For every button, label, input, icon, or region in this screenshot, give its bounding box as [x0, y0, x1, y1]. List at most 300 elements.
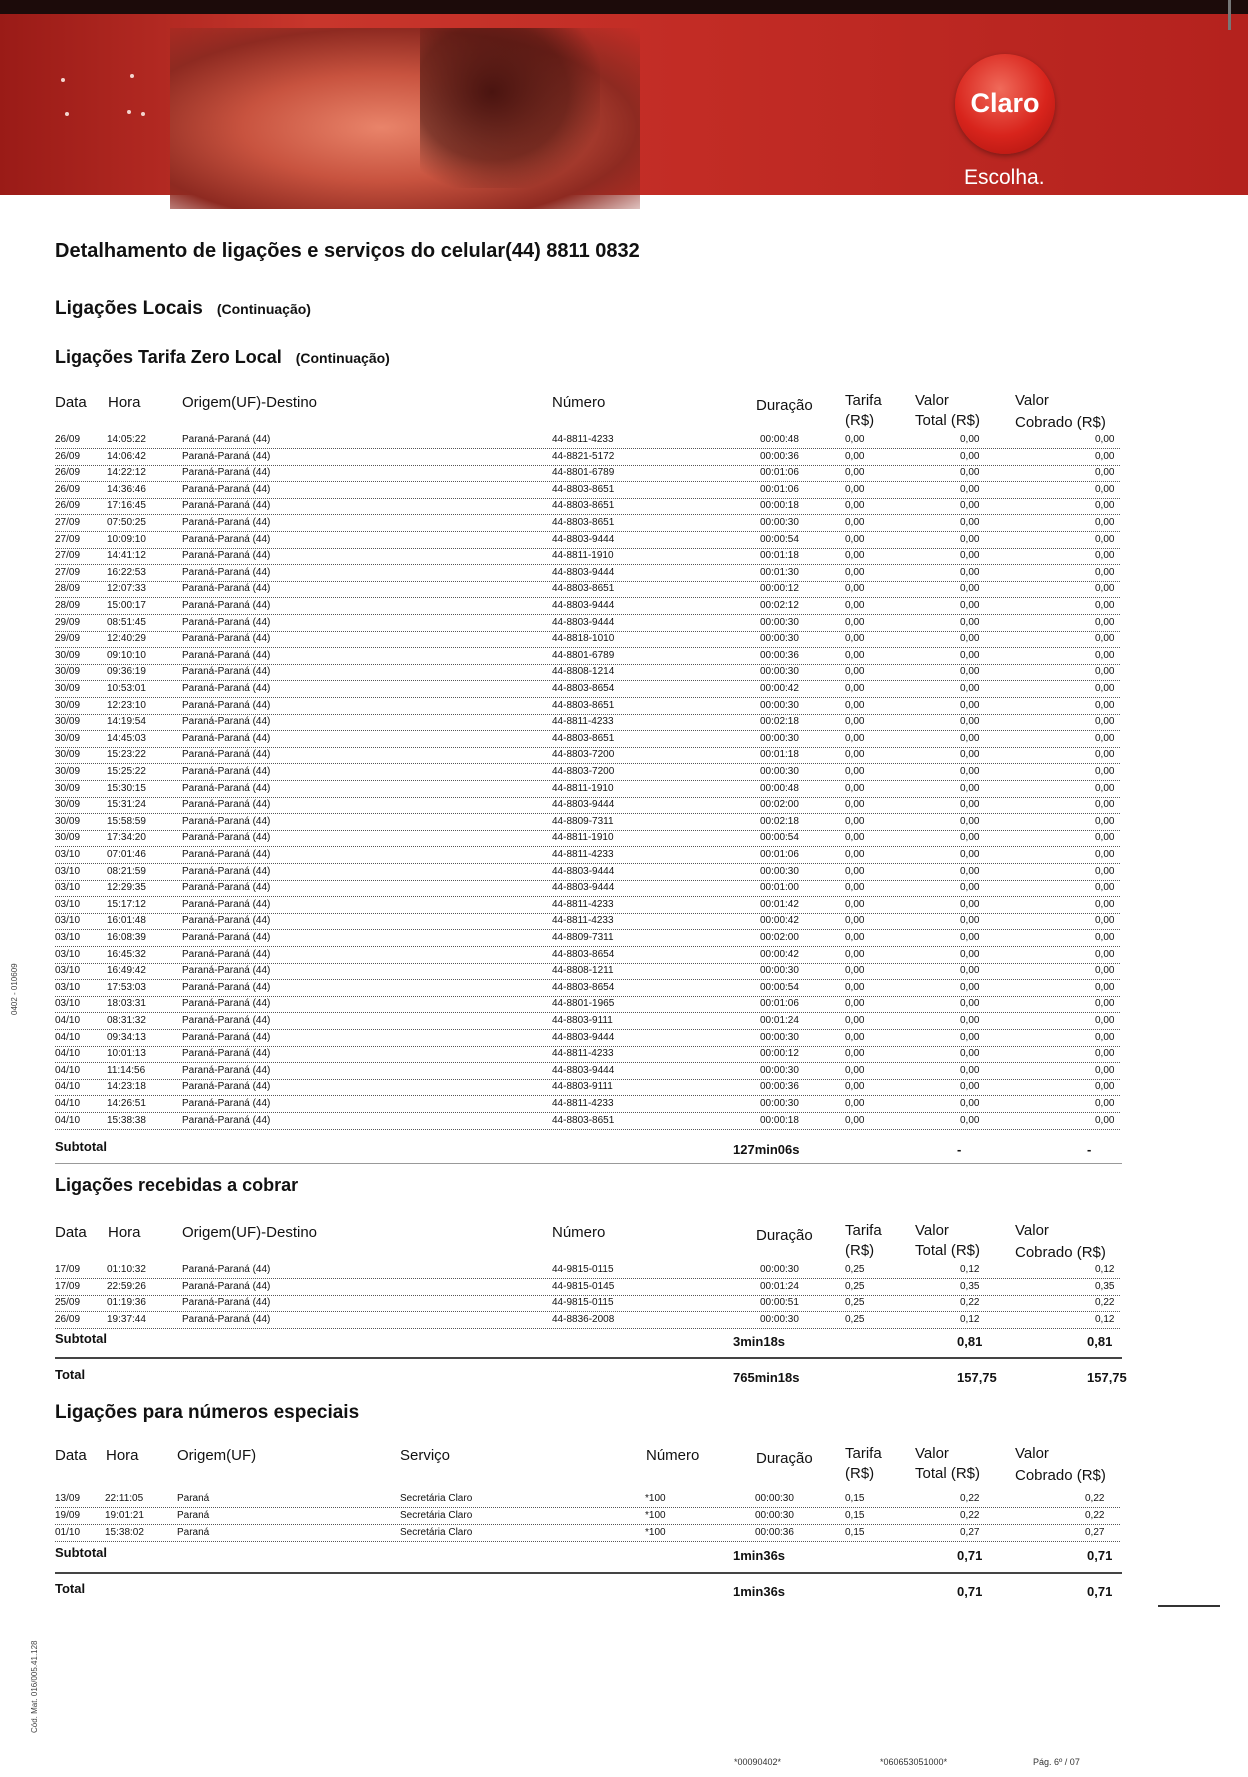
- cell-origem: Paraná-Paraná (44): [182, 517, 271, 528]
- header-valor-total-2: Total (R$): [915, 1242, 981, 1259]
- table-row: [55, 1095, 1120, 1113]
- cell-tarifa: 0,15: [845, 1527, 865, 1538]
- cell-cobrado: 0,00: [1095, 600, 1115, 611]
- cell-data: 30/09: [55, 749, 81, 761]
- cell-cobrado: 0,00: [1095, 865, 1115, 877]
- cell-data: 30/09: [55, 683, 81, 694]
- summary-label: Total: [55, 1581, 86, 1596]
- cell-numero: 44-8803-8654: [552, 948, 615, 960]
- cell-data: 03/10: [55, 915, 81, 927]
- cell-total: 0,00: [960, 832, 980, 844]
- cell-cobrado: 0,22: [1095, 1297, 1115, 1309]
- cell-data: 27/09: [55, 550, 81, 562]
- cell-data: 26/09: [55, 450, 81, 462]
- header-tarifa: Tarifa: [845, 1445, 882, 1462]
- cell-numero: 44-8811-4233: [552, 849, 614, 860]
- table-row: [55, 431, 1120, 449]
- cell-cobrado: 0,00: [1095, 832, 1115, 844]
- header-valor-cobrado-2: Cobrado (R$): [1015, 1244, 1106, 1261]
- header-origem_destino: Origem(UF)-Destino: [182, 394, 318, 411]
- table-row: [55, 713, 1120, 731]
- cell-hora: 12:07:33: [107, 583, 146, 595]
- cell-duracao: 00:01:06: [760, 483, 799, 495]
- header-servico: Serviço: [400, 1447, 451, 1464]
- header-numero: Número: [552, 1224, 606, 1241]
- cell-cobrado: 0,00: [1095, 633, 1115, 645]
- header-hora: Hora: [108, 1224, 141, 1241]
- cell-total: 0,00: [960, 732, 980, 744]
- table-row: [55, 863, 1120, 881]
- cell-tarifa: 0,00: [845, 683, 865, 694]
- cell-total: 0,35: [960, 1280, 980, 1292]
- table-row: [55, 730, 1120, 748]
- cell-hora: 16:22:53: [107, 566, 146, 578]
- cell-tarifa: 0,00: [845, 550, 865, 562]
- banner-photo-shadow: [420, 28, 600, 188]
- cell-duracao: 00:00:30: [760, 732, 799, 744]
- cell-hora: 07:50:25: [107, 517, 146, 528]
- cell-data: 30/09: [55, 799, 81, 811]
- cell-hora: 22:11:05: [105, 1493, 144, 1504]
- cell-duracao: 00:00:36: [755, 1527, 794, 1538]
- cell-duracao: 00:00:42: [760, 915, 799, 927]
- cell-data: 03/10: [55, 882, 81, 894]
- header-hora: Hora: [108, 394, 141, 411]
- cell-data: 03/10: [55, 865, 81, 877]
- table-row: [55, 1278, 1120, 1296]
- cell-total: 0,00: [960, 898, 980, 910]
- cell-duracao: 00:01:06: [760, 998, 799, 1010]
- cell-origem: Paraná-Paraná (44): [182, 434, 271, 445]
- cell-numero: 44-9815-0115: [552, 1264, 614, 1275]
- cell-duracao: 00:01:30: [760, 566, 799, 578]
- cell-hora: 09:10:10: [107, 649, 146, 661]
- cell-numero: 44-8836-2008: [552, 1313, 615, 1325]
- table-row: [55, 1524, 1120, 1542]
- cell-data: 30/09: [55, 666, 81, 678]
- cell-hora: 15:17:12: [107, 898, 146, 910]
- cell-tarifa: 0,00: [845, 1015, 865, 1026]
- cell-cobrado: 0,00: [1095, 732, 1115, 744]
- cell-origem: Paraná-Paraná (44): [182, 799, 271, 811]
- cell-duracao: 00:01:18: [760, 749, 799, 761]
- cell-duracao: 00:00:18: [760, 500, 799, 512]
- cell-cobrado: 0,00: [1095, 450, 1115, 462]
- cell-duracao: 00:00:18: [760, 1114, 799, 1126]
- cell-hora: 12:40:29: [107, 633, 146, 645]
- cell-cobrado: 0,00: [1095, 849, 1115, 860]
- summary-total: 0,81: [957, 1334, 983, 1349]
- cell-tarifa: 0,00: [845, 583, 865, 595]
- cell-duracao: 00:02:00: [760, 932, 799, 943]
- cell-cobrado: 0,00: [1095, 981, 1115, 993]
- cell-origem: Paraná-Paraná (44): [182, 583, 271, 595]
- cell-duracao: 00:02:18: [760, 716, 799, 728]
- cell-duracao: 00:00:48: [760, 434, 799, 445]
- cell-cobrado: 0,00: [1095, 898, 1115, 910]
- cell-cobrado: 0,00: [1095, 948, 1115, 960]
- cell-data: 30/09: [55, 699, 81, 711]
- summary-label: Subtotal: [55, 1331, 107, 1346]
- cell-numero: *100: [645, 1510, 666, 1521]
- cell-tarifa: 0,00: [845, 865, 865, 877]
- cell-total: 0,00: [960, 483, 980, 495]
- margin-mark: [1158, 1605, 1220, 1607]
- cell-hora: 18:03:31: [107, 998, 146, 1010]
- cell-hora: 15:23:22: [107, 749, 146, 761]
- table-row: [55, 979, 1120, 997]
- cell-cobrado: 0,00: [1095, 517, 1115, 528]
- table-row: [55, 448, 1120, 466]
- header-valor-cobrado-2: Cobrado (R$): [1015, 414, 1106, 431]
- cell-duracao: 00:01:06: [760, 849, 799, 860]
- cell-tarifa: 0,00: [845, 1031, 865, 1043]
- table-row: [55, 547, 1120, 565]
- cell-numero: 44-8803-9444: [552, 533, 615, 545]
- cell-tarifa: 0,00: [845, 799, 865, 811]
- cell-cobrado: 0,12: [1095, 1264, 1115, 1275]
- cell-cobrado: 0,00: [1095, 649, 1115, 661]
- header-origem: Origem(UF): [177, 1447, 257, 1464]
- cell-duracao: 00:00:30: [755, 1493, 794, 1504]
- cell-cobrado: 0,00: [1095, 683, 1115, 694]
- cell-origem: Paraná-Paraná (44): [182, 633, 271, 645]
- cell-tarifa: 0,00: [845, 849, 865, 860]
- header-data: Data: [55, 1224, 87, 1241]
- cell-total: 0,00: [960, 915, 980, 927]
- section-local-title: Ligações Locais: [55, 298, 203, 319]
- cell-hora: 08:31:32: [107, 1015, 146, 1026]
- cell-data: 27/09: [55, 566, 81, 578]
- cell-data: 04/10: [55, 1114, 81, 1126]
- cell-numero: 44-9815-0145: [552, 1280, 615, 1292]
- cell-duracao: 00:00:54: [760, 981, 799, 993]
- cell-tarifa: 0,00: [845, 932, 865, 943]
- table-row: [55, 1507, 1120, 1525]
- cell-origem: Paraná-Paraná (44): [182, 1064, 271, 1076]
- header-valor-cobrado: Valor: [1015, 392, 1049, 409]
- cell-cobrado: 0,00: [1095, 1114, 1115, 1126]
- cell-tarifa: 0,00: [845, 1048, 865, 1060]
- header-data: Data: [55, 394, 87, 411]
- cell-total: 0,00: [960, 1064, 980, 1076]
- table-row: [55, 630, 1120, 648]
- cell-tarifa: 0,00: [845, 666, 865, 678]
- cell-total: 0,00: [960, 1015, 980, 1026]
- cell-hora: 17:34:20: [107, 832, 146, 844]
- cell-cobrado: 0,00: [1095, 500, 1115, 512]
- summary-cobrado: -: [1087, 1142, 1092, 1157]
- summary-label: Subtotal: [55, 1139, 107, 1154]
- cell-numero: 44-8803-9444: [552, 799, 615, 811]
- cell-duracao: 00:00:30: [760, 666, 799, 678]
- cell-origem: Paraná-Paraná (44): [182, 1264, 271, 1275]
- table-row: [55, 497, 1120, 515]
- cell-data: 26/09: [55, 483, 81, 495]
- cell-cobrado: 0,12: [1095, 1313, 1115, 1325]
- cell-total: 0,00: [960, 566, 980, 578]
- table-row: [55, 1490, 1120, 1508]
- cell-hora: 08:51:45: [107, 616, 146, 628]
- section-local-cont: (Continuação): [216, 301, 311, 317]
- cell-hora: 11:14:56: [107, 1064, 146, 1076]
- cell-origem: Paraná-Paraná (44): [182, 766, 271, 777]
- section-tarifa-zero-cont: (Continuação): [295, 350, 390, 366]
- cell-data: 04/10: [55, 1048, 81, 1060]
- cell-tarifa: 0,00: [845, 981, 865, 993]
- summary-total: 157,75: [957, 1370, 997, 1385]
- cell-cobrado: 0,00: [1095, 782, 1115, 794]
- cell-cobrado: 0,00: [1095, 434, 1115, 445]
- table-row: [55, 1261, 1120, 1279]
- cell-origem: Paraná-Paraná (44): [182, 948, 271, 960]
- cell-duracao: 00:00:30: [760, 766, 799, 777]
- table-row: [55, 929, 1120, 947]
- cell-duracao: 00:02:12: [760, 600, 799, 611]
- cell-numero: 44-8803-9444: [552, 566, 615, 578]
- cell-cobrado: 0,00: [1095, 533, 1115, 545]
- cell-numero: 44-8809-7311: [552, 932, 614, 943]
- cell-numero: 44-8811-1910: [552, 550, 614, 562]
- cell-numero: 44-8821-5172: [552, 450, 615, 462]
- cell-data: 04/10: [55, 1098, 81, 1109]
- cell-data: 13/09: [55, 1493, 81, 1504]
- cell-duracao: 00:00:36: [760, 1081, 799, 1093]
- cell-cobrado: 0,00: [1095, 1015, 1115, 1026]
- cell-total: 0,00: [960, 865, 980, 877]
- cell-numero: 44-8811-4233: [552, 1048, 614, 1060]
- cell-tarifa: 0,00: [845, 898, 865, 910]
- cell-tarifa: 0,00: [845, 1081, 865, 1093]
- table-row: [55, 896, 1120, 914]
- cell-origem: Paraná: [177, 1527, 210, 1538]
- header-valor-total: Valor: [915, 392, 949, 409]
- cell-total: 0,00: [960, 533, 980, 545]
- cell-total: 0,00: [960, 1114, 980, 1126]
- cell-total: 0,22: [960, 1493, 980, 1504]
- cell-origem: Paraná-Paraná (44): [182, 649, 271, 661]
- cell-total: 0,00: [960, 932, 980, 943]
- cell-origem: Paraná-Paraná (44): [182, 882, 271, 894]
- cell-origem: Paraná-Paraná (44): [182, 1114, 271, 1126]
- cell-tarifa: 0,00: [845, 600, 865, 611]
- cell-numero: 44-8811-4233: [552, 434, 614, 445]
- cell-cobrado: 0,35: [1095, 1280, 1115, 1292]
- cell-origem: Paraná-Paraná (44): [182, 1048, 271, 1060]
- cell-hora: 12:29:35: [107, 882, 146, 894]
- cell-total: 0,00: [960, 716, 980, 728]
- cell-duracao: 00:00:48: [760, 782, 799, 794]
- cell-hora: 16:45:32: [107, 948, 146, 960]
- cell-data: 03/10: [55, 948, 81, 960]
- cell-data: 03/10: [55, 998, 81, 1010]
- cell-hora: 10:53:01: [107, 683, 146, 694]
- header-valor-total: Valor: [915, 1445, 949, 1462]
- cell-hora: 10:01:13: [107, 1048, 146, 1060]
- header-duracao: Duração: [756, 1450, 813, 1467]
- header-valor-total: Valor: [915, 1222, 949, 1239]
- cell-total: 0,00: [960, 965, 980, 977]
- cell-origem: Paraná-Paraná (44): [182, 965, 271, 977]
- table-row: [55, 879, 1120, 897]
- cell-numero: 44-8803-8654: [552, 981, 615, 993]
- header-valor-total-2: Total (R$): [915, 1465, 981, 1482]
- cell-data: 30/09: [55, 815, 81, 827]
- table-row: [55, 1294, 1120, 1312]
- cell-numero: 44-8803-9444: [552, 600, 615, 611]
- table-row: [55, 829, 1120, 847]
- cell-duracao: 00:00:30: [760, 633, 799, 645]
- cell-numero: 44-8803-9444: [552, 882, 615, 894]
- cell-total: 0,00: [960, 683, 980, 694]
- table-row: [55, 514, 1120, 532]
- cell-tarifa: 0,00: [845, 948, 865, 960]
- cell-cobrado: 0,00: [1095, 1064, 1115, 1076]
- cell-numero: 44-8801-6789: [552, 649, 615, 661]
- cell-duracao: 00:00:30: [760, 1031, 799, 1043]
- cell-tarifa: 0,00: [845, 716, 865, 728]
- cell-numero: 44-8803-9111: [552, 1015, 613, 1026]
- cell-total: 0,00: [960, 1098, 980, 1109]
- table-row: [55, 614, 1120, 632]
- cell-duracao: 00:00:30: [760, 517, 799, 528]
- table-row: [55, 580, 1120, 598]
- cell-total: 0,00: [960, 666, 980, 678]
- summary-duracao: 765min18s: [733, 1370, 800, 1385]
- cell-origem: Paraná-Paraná (44): [182, 699, 271, 711]
- cell-duracao: 00:00:12: [760, 583, 799, 595]
- edge-mark: [1228, 0, 1231, 30]
- cell-numero: 44-8818-1010: [552, 633, 615, 645]
- cell-numero: *100: [645, 1527, 666, 1538]
- cell-numero: 44-8811-4233: [552, 716, 614, 728]
- cell-tarifa: 0,00: [845, 766, 865, 777]
- cell-hora: 08:21:59: [107, 865, 146, 877]
- cell-data: 04/10: [55, 1081, 81, 1093]
- cell-origem: Paraná-Paraná (44): [182, 915, 271, 927]
- cell-hora: 14:05:22: [107, 434, 146, 445]
- summary-duracao: 127min06s: [733, 1142, 800, 1157]
- cell-tarifa: 0,00: [845, 998, 865, 1010]
- cell-total: 0,00: [960, 450, 980, 462]
- cell-hora: 09:34:13: [107, 1031, 146, 1043]
- cell-origem: Paraná-Paraná (44): [182, 782, 271, 794]
- cell-total: 0,00: [960, 815, 980, 827]
- cell-hora: 15:30:15: [107, 782, 146, 794]
- table-row: [55, 813, 1120, 831]
- footer-page: Pág. 6º / 07: [1033, 1757, 1080, 1767]
- table-row: [55, 796, 1120, 814]
- footer-code-2: *060653051000*: [880, 1757, 948, 1767]
- cell-cobrado: 0,00: [1095, 550, 1115, 562]
- cell-data: 30/09: [55, 832, 81, 844]
- cell-total: 0,00: [960, 1048, 980, 1060]
- cell-tarifa: 0,00: [845, 649, 865, 661]
- cell-numero: 44-8803-8651: [552, 699, 615, 711]
- cell-data: 26/09: [55, 467, 81, 479]
- cell-origem: Paraná-Paraná (44): [182, 600, 271, 611]
- cell-cobrado: 0,00: [1095, 998, 1115, 1010]
- side-code: 0402 - 010609: [10, 963, 19, 1015]
- header-tarifa-unit: (R$): [845, 1242, 875, 1259]
- cell-data: 26/09: [55, 434, 81, 445]
- cell-hora: 09:36:19: [107, 666, 146, 678]
- table-row: [55, 763, 1120, 781]
- cell-origem: Paraná-Paraná (44): [182, 1098, 271, 1109]
- cell-duracao: 00:00:30: [760, 1098, 799, 1109]
- cell-total: 0,00: [960, 998, 980, 1010]
- cell-cobrado: 0,00: [1095, 799, 1115, 811]
- cell-cobrado: 0,27: [1085, 1527, 1105, 1538]
- cell-hora: 15:00:17: [107, 600, 146, 611]
- cell-hora: 17:53:03: [107, 981, 146, 993]
- table-row: [55, 846, 1120, 864]
- table-row: [55, 912, 1120, 930]
- summary-total: 0,71: [957, 1548, 983, 1563]
- cell-numero: 44-8803-8651: [552, 517, 615, 528]
- table-row: [55, 464, 1120, 482]
- cell-duracao: 00:00:54: [760, 832, 799, 844]
- table-row: [55, 1062, 1120, 1080]
- header-numero: Número: [646, 1447, 700, 1464]
- cell-origem: Paraná-Paraná (44): [182, 566, 271, 578]
- cell-cobrado: 0,00: [1095, 1081, 1115, 1093]
- summary-cobrado: 0,81: [1087, 1334, 1113, 1349]
- cell-numero: 44-8808-1214: [552, 666, 615, 678]
- cell-duracao: 00:00:12: [760, 1048, 799, 1060]
- table-row: [55, 663, 1120, 681]
- cell-duracao: 00:00:30: [760, 1064, 799, 1076]
- section-local-heading: [55, 298, 311, 320]
- cell-numero: 44-9815-0115: [552, 1297, 614, 1309]
- cell-data: 26/09: [55, 500, 81, 512]
- cell-duracao: 00:00:42: [760, 948, 799, 960]
- cell-cobrado: 0,00: [1095, 467, 1115, 479]
- cell-hora: 01:19:36: [107, 1297, 146, 1309]
- cell-total: 0,12: [960, 1313, 980, 1325]
- cell-tarifa: 0,15: [845, 1493, 865, 1504]
- cell-origem: Paraná-Paraná (44): [182, 533, 271, 545]
- cell-numero: 44-8811-1910: [552, 782, 614, 794]
- cell-origem: Paraná-Paraná (44): [182, 666, 271, 678]
- cell-data: 26/09: [55, 1313, 81, 1325]
- cell-duracao: 00:02:00: [760, 799, 799, 811]
- cell-total: 0,00: [960, 882, 980, 894]
- cell-hora: 14:23:18: [107, 1081, 146, 1093]
- table-row: [55, 746, 1120, 764]
- cell-numero: *100: [645, 1493, 666, 1504]
- cell-hora: 10:09:10: [107, 533, 146, 545]
- header-valor-total-2: Total (R$): [915, 412, 981, 429]
- cell-origem: Paraná-Paraná (44): [182, 865, 271, 877]
- cell-tarifa: 0,00: [845, 732, 865, 744]
- cell-duracao: 00:02:18: [760, 815, 799, 827]
- cell-duracao: 00:00:54: [760, 533, 799, 545]
- cell-tarifa: 0,00: [845, 1114, 865, 1126]
- header-tarifa: Tarifa: [845, 1222, 882, 1239]
- summary-cobrado: 0,71: [1087, 1548, 1113, 1563]
- cell-origem: Paraná-Paraná (44): [182, 616, 271, 628]
- cell-hora: 17:16:45: [107, 500, 146, 512]
- cell-servico: Secretária Claro: [400, 1510, 473, 1521]
- cell-origem: Paraná-Paraná (44): [182, 483, 271, 495]
- cell-total: 0,00: [960, 699, 980, 711]
- table-row: [55, 1311, 1120, 1329]
- cell-origem: Paraná-Paraná (44): [182, 550, 271, 562]
- cell-total: 0,00: [960, 434, 980, 445]
- cell-tarifa: 0,00: [845, 815, 865, 827]
- cell-tarifa: 0,00: [845, 500, 865, 512]
